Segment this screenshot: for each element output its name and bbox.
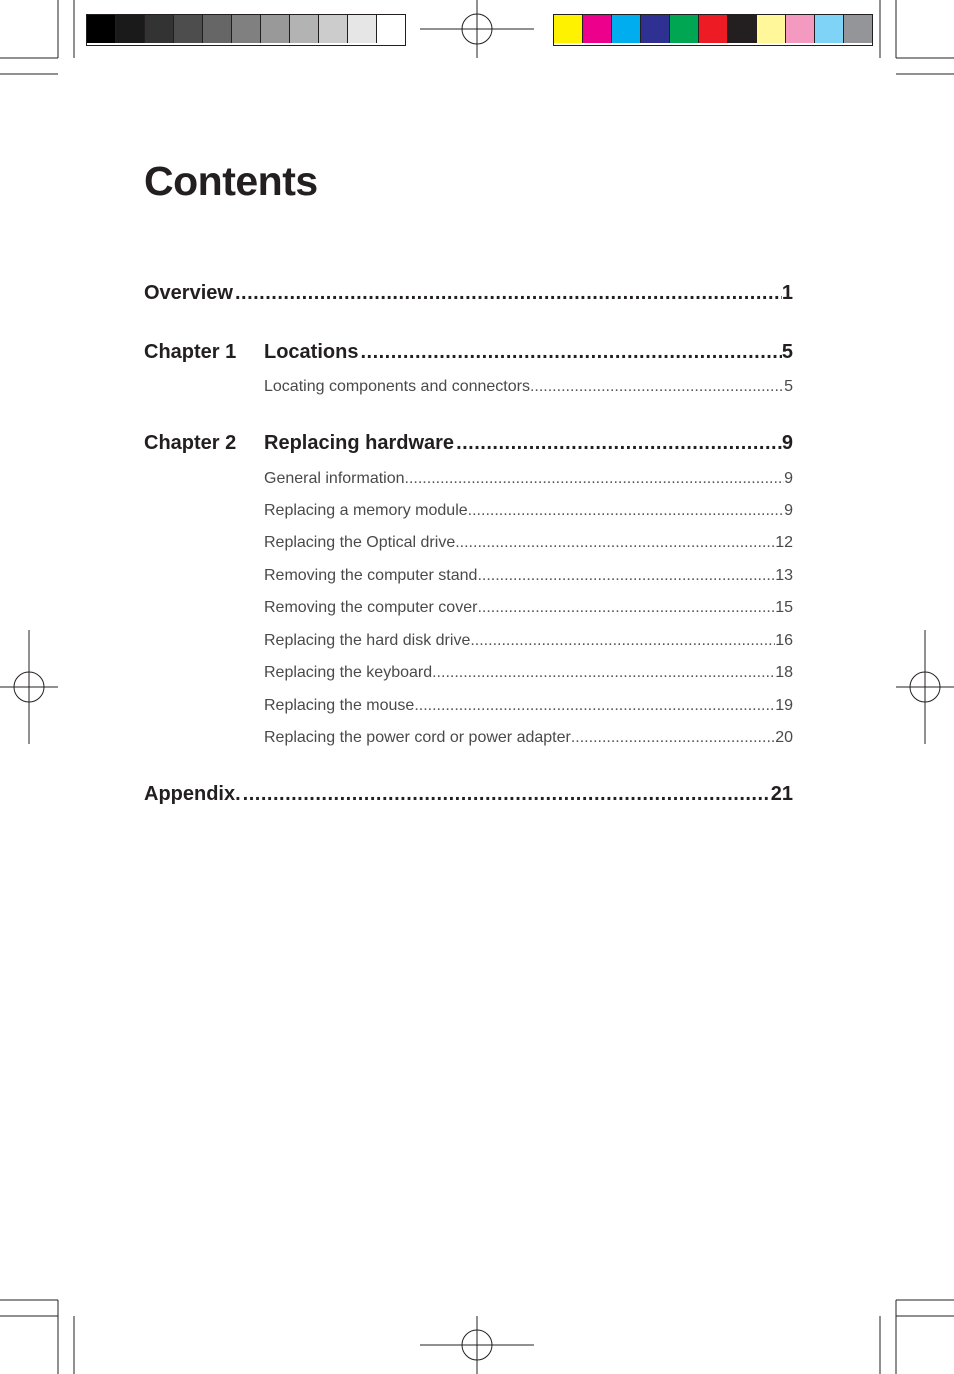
toc-subentry-page: 12 [775,534,793,551]
toc-subentry-page: 5 [784,378,793,395]
toc-leader-dots [358,341,781,364]
toc-subentry[interactable] [264,470,793,488]
toc-chapter-number: Chapter 1 [144,341,237,363]
color-swatch [145,15,174,43]
toc-leader-dots [405,470,785,488]
toc-entry-chapter-1[interactable] [144,341,793,364]
color-swatch [612,15,641,43]
toc-subentry-page: 13 [775,567,793,584]
gray-color-bar [86,14,406,46]
toc-subentry[interactable] [264,664,793,682]
toc-leader-dots [530,378,784,396]
toc-subentry-label: Replacing the keyboard [264,664,433,681]
toc-subentry-page: 16 [775,632,793,649]
color-swatch [87,15,116,43]
toc-leader-dots [571,729,775,747]
toc-subentry-label: Replacing the power cord or power adapter [264,729,571,746]
toc-leader-dots [477,567,775,585]
toc-entry-appendix[interactable] [144,783,793,806]
color-swatch [641,15,670,43]
color-swatch [319,15,348,43]
toc-leader-dots [477,599,775,617]
toc-subentry-label: Replacing the mouse [264,697,415,714]
toc-subentry[interactable] [264,534,793,552]
toc-subentry-page: 20 [775,729,793,746]
toc-leader-dots [241,783,771,806]
color-swatch [728,15,757,43]
toc-subentry-label: Locating components and connectors [264,378,530,395]
toc-chapter-number: Chapter 2 [144,432,237,454]
process-color-bar [553,14,873,46]
color-swatch [786,15,815,43]
color-swatch [583,15,612,43]
toc-entry-page: 21 [770,783,793,805]
toc-entry-label: Appendix. [144,783,241,805]
toc-entry-chapter-2[interactable] [144,432,793,455]
color-swatch [290,15,319,43]
toc-leader-dots [414,697,775,715]
toc-entry-page: 5 [781,341,793,363]
toc-entry-label: Overview [144,282,233,304]
toc-subentry[interactable] [264,697,793,715]
toc-entry-page: 9 [781,432,793,454]
color-swatch [203,15,232,43]
toc-subentry-label: Replacing the hard disk drive [264,632,471,649]
toc-entry-page: 1 [781,282,793,304]
toc-entry-label: Locations [264,341,359,363]
color-swatch [377,15,405,43]
color-swatch [554,15,583,43]
toc-leader-dots [454,432,782,455]
page-title: Contents [144,158,318,204]
toc-subentry[interactable] [264,378,793,396]
toc-subentry-page: 18 [775,664,793,681]
color-swatch [261,15,290,43]
toc-leader-dots [470,632,775,650]
toc-subentry[interactable] [264,567,793,585]
toc-subentry-page: 15 [775,599,793,616]
toc-leader-dots [455,534,775,552]
toc-subentry[interactable] [264,632,793,650]
toc-subentry-page: 9 [784,502,793,519]
toc-subentry-label: Replacing a memory module [264,502,468,519]
toc-entry-label: Replacing hardware [264,432,455,454]
toc-leader-dots [468,502,784,520]
color-swatch [174,15,203,43]
toc-subentry[interactable] [264,502,793,520]
toc-entry-overview[interactable] [144,282,793,305]
color-swatch [232,15,261,43]
toc-leader-dots [432,664,775,682]
toc-subentry-page: 9 [784,470,793,487]
color-swatch [116,15,145,43]
color-swatch [815,15,844,43]
color-swatch [844,15,872,43]
toc-subentry[interactable] [264,599,793,617]
toc-subentry-page: 19 [775,697,793,714]
toc-subentry-label: Removing the computer cover [264,599,478,616]
toc-subentry-label: General information [264,470,405,487]
color-swatch [670,15,699,43]
color-swatch [699,15,728,43]
color-swatch [348,15,377,43]
toc-subentry-label: Removing the computer stand [264,567,478,584]
toc-subentry[interactable] [264,729,793,747]
toc-leader-dots [233,282,782,305]
color-swatch [757,15,786,43]
toc-subentry-label: Replacing the Optical drive [264,534,456,551]
